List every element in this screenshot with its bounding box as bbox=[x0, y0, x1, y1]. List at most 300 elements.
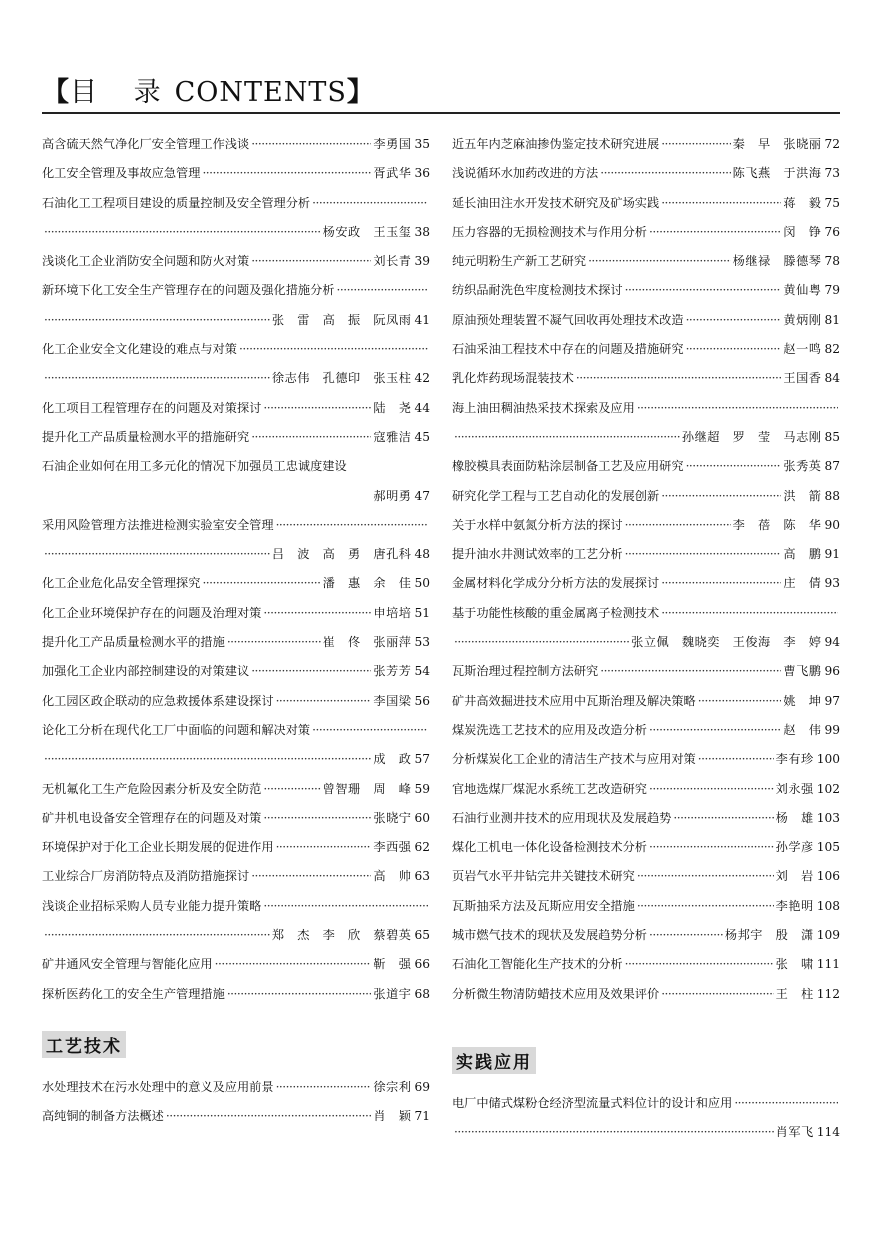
toc-entry-page: 50 bbox=[414, 576, 430, 591]
toc-entry-row bbox=[42, 862, 430, 891]
toc-entry-author: 寇雅洁 bbox=[373, 429, 412, 444]
toc-entry[interactable] bbox=[42, 862, 430, 891]
title-cn: 目 录 bbox=[70, 77, 175, 108]
toc-entry-page: 106 bbox=[816, 869, 840, 884]
toc-entry-page: 53 bbox=[414, 635, 430, 650]
toc-entry-page: 44 bbox=[414, 400, 430, 415]
toc-entry-author: 张立佩 魏晓奕 王俊海 李 婷 bbox=[631, 635, 822, 650]
toc-entry-author: 徐志伟 孔德印 张玉柱 bbox=[271, 371, 412, 386]
toc-entry-author: 成 政 bbox=[373, 752, 412, 767]
toc-entry-page: 59 bbox=[414, 781, 430, 796]
toc-entry-page: 108 bbox=[816, 898, 840, 913]
toc-entry-row bbox=[42, 599, 430, 628]
toc-entry[interactable] bbox=[452, 247, 840, 276]
toc-entry-page: 97 bbox=[824, 693, 840, 708]
toc-entry-title: 化工项目工程管理存在的问题及对策探讨 bbox=[42, 400, 262, 415]
toc-entry-author: 黄炳刚 bbox=[783, 312, 822, 327]
toc-entry-title: 近五年内芝麻油掺伪鉴定技术研究进展 bbox=[452, 137, 660, 151]
toc-entry-author: 蒋 毅 bbox=[783, 195, 822, 210]
toc-entry-row bbox=[452, 247, 840, 276]
toc-entry-row bbox=[42, 804, 430, 833]
toc-entry-page: 42 bbox=[414, 371, 430, 386]
toc-entry-author-row bbox=[42, 364, 430, 393]
toc-entry-row bbox=[452, 892, 840, 921]
toc-entry-page: 56 bbox=[414, 693, 430, 708]
right-column bbox=[452, 130, 840, 1148]
toc-entry-title-row bbox=[452, 1089, 840, 1118]
toc-entry-title: 原油预处理装置不凝气回收再处理技术改造 bbox=[452, 312, 684, 327]
toc-entry-title: 提升油水井测试效率的工艺分析 bbox=[452, 547, 623, 562]
toc-entry-row bbox=[42, 1102, 430, 1131]
dot-leader bbox=[44, 745, 371, 774]
toc-entry-title: 石油采油工程技术中存在的问题及措施研究 bbox=[452, 342, 684, 357]
toc-entry[interactable] bbox=[42, 980, 430, 1009]
toc-entry-row bbox=[452, 540, 840, 569]
toc-entry-title: 高含硫天然气净化厂安全管理工作浅谈 bbox=[42, 137, 250, 151]
toc-entry[interactable] bbox=[42, 452, 430, 511]
toc-entry[interactable] bbox=[452, 569, 840, 598]
toc-entry-row bbox=[452, 335, 840, 364]
toc-entry-author: 赵 伟 bbox=[783, 722, 822, 737]
toc-entry[interactable] bbox=[452, 921, 840, 950]
toc-entry[interactable] bbox=[42, 247, 430, 276]
dot-leader bbox=[661, 569, 781, 598]
toc-entry-title: 浅说循环水加药改进的方法 bbox=[452, 166, 599, 181]
toc-entry-row bbox=[42, 423, 430, 452]
toc-entry-author: 胥武华 bbox=[373, 166, 412, 181]
toc-entry-title: 探析医药化工的安全生产管理措施 bbox=[42, 986, 225, 1001]
dot-leader bbox=[202, 159, 371, 188]
toc-entry-title: 城市燃气技术的现状及发展趋势分析 bbox=[452, 928, 647, 943]
toc-entry-page: 35 bbox=[414, 137, 430, 151]
dot-leader bbox=[166, 1102, 372, 1131]
toc-entry[interactable] bbox=[42, 130, 430, 159]
toc-entry-page: 69 bbox=[414, 1079, 430, 1094]
toc-entry-title: 纯元明粉生产新工艺研究 bbox=[452, 254, 587, 269]
dot-leader bbox=[698, 745, 774, 774]
dot-leader bbox=[649, 775, 774, 804]
toc-entry-author: 王 柱 bbox=[775, 986, 814, 1001]
toc-entry-page: 54 bbox=[414, 664, 430, 679]
dot-leader bbox=[625, 540, 782, 569]
toc-entry-page: 72 bbox=[824, 137, 840, 151]
toc-entry-author: 李 蓓 陈 华 bbox=[732, 517, 822, 532]
dot-leader bbox=[454, 628, 629, 657]
toc-entry[interactable] bbox=[452, 364, 840, 393]
toc-entry-author: 曹飞鹏 bbox=[783, 664, 822, 679]
dot-leader bbox=[454, 1118, 774, 1147]
toc-entry-title: 关于水样中氨氮分析方法的探讨 bbox=[452, 517, 623, 532]
toc-entry-title: 新环境下化工安全生产管理存在的问题及强化措施分析 bbox=[42, 283, 335, 298]
toc-entry-author: 崔 佟 张丽萍 bbox=[322, 635, 412, 650]
toc-entry-title: 化工安全管理及事故应急管理 bbox=[42, 166, 201, 181]
toc-entry-author: 杨安政 王玉玺 bbox=[322, 224, 412, 239]
toc-entry-page: 57 bbox=[414, 752, 430, 767]
toc-entry-author-row bbox=[452, 628, 840, 657]
toc-entry-row bbox=[452, 980, 840, 1009]
dot-leader bbox=[600, 657, 781, 686]
dot-leader bbox=[263, 599, 371, 628]
dot-leader bbox=[673, 804, 773, 833]
dot-leader bbox=[734, 1089, 838, 1118]
toc-entry-title: 矿井机电设备安全管理存在的问题及对策 bbox=[42, 810, 262, 825]
toc-entry-author: 赵一鸣 bbox=[783, 342, 822, 357]
toc-entry-title: 石油化工工程项目建设的质量控制及安全管理分析 bbox=[42, 195, 311, 210]
toc-entry[interactable] bbox=[452, 335, 840, 364]
title-en: CONTENTS bbox=[174, 77, 347, 108]
toc-entry-page: 71 bbox=[414, 1109, 430, 1124]
dot-leader bbox=[202, 569, 320, 598]
toc-list-practice-application bbox=[452, 1089, 840, 1148]
toc-entry-page: 103 bbox=[816, 810, 840, 825]
toc-entry-title: 延长油田注水开发技术研究及矿场实践 bbox=[452, 195, 660, 210]
dot-leader bbox=[661, 189, 781, 218]
toc-entry-row bbox=[452, 745, 840, 774]
toc-entry-page: 111 bbox=[816, 957, 840, 972]
dot-leader bbox=[44, 306, 270, 335]
toc-entry-page: 99 bbox=[824, 722, 840, 737]
contents-header bbox=[42, 66, 840, 114]
toc-entry-page: 41 bbox=[414, 312, 430, 327]
toc-entry-title: 环境保护对于化工企业长期发展的促进作用 bbox=[42, 840, 274, 855]
toc-entry[interactable] bbox=[42, 1102, 430, 1131]
toc-list-process-technology bbox=[42, 1073, 430, 1132]
toc-entry[interactable] bbox=[42, 599, 430, 628]
dot-leader bbox=[661, 130, 730, 159]
toc-entry-row bbox=[452, 775, 840, 804]
dot-leader bbox=[251, 423, 371, 452]
dot-leader bbox=[649, 716, 781, 745]
toc-entry[interactable] bbox=[452, 1089, 840, 1148]
toc-entry-title: 矿井高效掘进技术应用中瓦斯治理及解决策略 bbox=[452, 693, 696, 708]
toc-entry-author: 吕 波 高 勇 唐孔科 bbox=[271, 547, 412, 562]
toc-entry[interactable] bbox=[42, 423, 430, 452]
dot-leader bbox=[263, 394, 371, 423]
spacer bbox=[42, 482, 373, 511]
toc-entry-author: 秦 早 张晓丽 bbox=[732, 137, 822, 151]
dot-leader bbox=[637, 394, 838, 423]
toc-entry[interactable] bbox=[42, 950, 430, 979]
dot-leader bbox=[276, 833, 372, 862]
toc-entry-title: 工业综合厂房消防特点及消防措施探讨 bbox=[42, 869, 250, 884]
toc-entry-title-row bbox=[452, 599, 840, 628]
toc-entry[interactable] bbox=[42, 804, 430, 833]
toc-entry[interactable] bbox=[42, 569, 430, 598]
toc-entry-page: 36 bbox=[414, 166, 430, 181]
toc-entry-page: 63 bbox=[414, 869, 430, 884]
toc-entry-page: 76 bbox=[824, 224, 840, 239]
toc-entry-author: 郑 杰 李 欣 蔡碧英 bbox=[271, 928, 412, 943]
toc-list-right bbox=[452, 130, 840, 1009]
toc-entry-page: 93 bbox=[824, 576, 840, 591]
toc-entry-author: 王国香 bbox=[783, 371, 822, 386]
toc-entry[interactable] bbox=[42, 775, 430, 804]
toc-entry-page: 96 bbox=[824, 664, 840, 679]
dot-leader bbox=[588, 247, 731, 276]
toc-entry-page: 91 bbox=[824, 547, 840, 562]
toc-entry-author: 洪 箭 bbox=[783, 488, 822, 503]
toc-entry[interactable] bbox=[452, 716, 840, 745]
toc-entry-row bbox=[452, 716, 840, 745]
toc-entry-author: 张晓宁 bbox=[373, 810, 412, 825]
toc-entry[interactable] bbox=[42, 511, 430, 570]
dot-leader bbox=[576, 364, 782, 393]
toc-entry[interactable] bbox=[452, 511, 840, 540]
toc-entry-author: 姚 坤 bbox=[783, 693, 822, 708]
toc-entry-title: 海上油田稠油热采技术探索及应用 bbox=[452, 400, 635, 415]
toc-entry[interactable] bbox=[42, 833, 430, 862]
toc-entry-row bbox=[42, 687, 430, 716]
dot-leader bbox=[251, 657, 371, 686]
toc-entry[interactable] bbox=[42, 628, 430, 657]
dot-leader bbox=[215, 950, 372, 979]
toc-entry-author: 张芳芳 bbox=[373, 664, 412, 679]
toc-entry[interactable] bbox=[452, 804, 840, 833]
toc-entry-author: 闵 铮 bbox=[783, 224, 822, 239]
toc-entry-page: 51 bbox=[414, 605, 430, 620]
left-column bbox=[42, 130, 430, 1132]
toc-entry-row bbox=[42, 1073, 430, 1102]
toc-entry[interactable] bbox=[42, 687, 430, 716]
dot-leader bbox=[227, 628, 321, 657]
toc-entry-page: 75 bbox=[824, 195, 840, 210]
page-title bbox=[42, 70, 375, 109]
toc-entry-title: 矿井通风安全管理与智能化应用 bbox=[42, 957, 213, 972]
toc-entry-author: 申培培 bbox=[373, 605, 412, 620]
toc-entry-page: 45 bbox=[414, 429, 430, 444]
dot-leader bbox=[276, 687, 372, 716]
toc-entry-author-row bbox=[42, 745, 430, 774]
toc-entry[interactable] bbox=[452, 599, 840, 658]
toc-entry-title: 论化工分析在现代化工厂中面临的问题和解决对策 bbox=[42, 722, 311, 737]
toc-entry-title: 提升化工产品质量检测水平的措施研究 bbox=[42, 429, 250, 444]
toc-entry-page: 65 bbox=[414, 928, 430, 943]
dot-leader bbox=[276, 511, 428, 540]
toc-entry-title: 官地选煤厂煤泥水系统工艺改造研究 bbox=[452, 781, 647, 796]
dot-leader bbox=[698, 687, 782, 716]
toc-entry-author: 靳 强 bbox=[373, 957, 412, 972]
toc-entry-title: 瓦斯抽采方法及瓦斯应用安全措施 bbox=[452, 898, 635, 913]
toc-entry[interactable] bbox=[42, 276, 430, 335]
toc-entry-author: 陈飞燕 于洪海 bbox=[732, 166, 822, 181]
toc-entry-page: 84 bbox=[824, 371, 840, 386]
toc-entry-page: 82 bbox=[824, 342, 840, 357]
toc-entry[interactable] bbox=[42, 159, 430, 188]
toc-entry-row bbox=[42, 657, 430, 686]
toc-entry-title: 基于功能性核酸的重金属离子检测技术 bbox=[452, 605, 660, 620]
toc-entry-row bbox=[452, 950, 840, 979]
toc-entry-title: 浅谈企业招标采购人员专业能力提升策略 bbox=[42, 898, 262, 913]
toc-entry[interactable] bbox=[452, 306, 840, 335]
section-heading-practice-application: 实践应用 bbox=[452, 1047, 536, 1074]
toc-entry[interactable] bbox=[452, 482, 840, 511]
dot-leader bbox=[600, 159, 730, 188]
toc-entry-author-row bbox=[452, 423, 840, 452]
toc-entry[interactable] bbox=[452, 775, 840, 804]
toc-entry-row bbox=[452, 687, 840, 716]
dot-leader bbox=[44, 540, 270, 569]
toc-entry-row bbox=[42, 159, 430, 188]
toc-entry-author: 刘长青 bbox=[373, 254, 412, 269]
dot-leader bbox=[263, 892, 428, 921]
toc-entry-page: 94 bbox=[824, 635, 840, 650]
toc-entry-author: 孙继超 罗 莹 马志刚 bbox=[681, 429, 822, 444]
toc-entry-title: 金属材料化学成分分析方法的发展探讨 bbox=[452, 576, 660, 591]
dot-leader bbox=[661, 482, 781, 511]
toc-entry[interactable] bbox=[452, 745, 840, 774]
toc-entry-title: 研究化学工程与工艺自动化的发展创新 bbox=[452, 488, 660, 503]
toc-entry[interactable] bbox=[452, 540, 840, 569]
toc-entry-row bbox=[42, 130, 430, 159]
dot-leader bbox=[686, 335, 782, 364]
toc-entry-page: 66 bbox=[414, 957, 430, 972]
toc-entry-row bbox=[452, 511, 840, 540]
toc-entry[interactable] bbox=[452, 950, 840, 979]
toc-entry[interactable] bbox=[42, 716, 430, 775]
toc-entry-page: 47 bbox=[414, 488, 430, 503]
toc-entry-row bbox=[452, 159, 840, 188]
toc-entry-page: 87 bbox=[824, 459, 840, 474]
toc-entry-title: 分析微生物清防蜡技术应用及效果评价 bbox=[452, 986, 660, 1001]
toc-entry-title: 化工企业安全文化建设的难点与对策 bbox=[42, 342, 237, 357]
toc-entry-author: 杨继禄 滕德琴 bbox=[732, 254, 822, 269]
toc-entry[interactable] bbox=[42, 1073, 430, 1102]
toc-entry[interactable] bbox=[42, 657, 430, 686]
toc-entry-title: 橡胶模具表面防粘涂层制备工艺及应用研究 bbox=[452, 459, 684, 474]
toc-entry-author: 李艳明 bbox=[775, 898, 814, 913]
toc-entry-title: 乳化炸药现场混装技术 bbox=[452, 371, 574, 386]
toc-entry-author: 刘永强 bbox=[775, 781, 814, 796]
toc-entry[interactable] bbox=[452, 687, 840, 716]
toc-entry-author-row bbox=[42, 482, 430, 511]
toc-entry-row bbox=[42, 247, 430, 276]
toc-entry[interactable] bbox=[452, 189, 840, 218]
toc-entry-author: 庄 倩 bbox=[783, 576, 822, 591]
toc-entry[interactable] bbox=[452, 980, 840, 1009]
toc-entry-author: 徐宗利 bbox=[373, 1079, 412, 1094]
toc-entry-title: 高纯铜的制备方法概述 bbox=[42, 1109, 164, 1124]
toc-entry-author: 潘 惠 余 佳 bbox=[322, 576, 412, 591]
toc-entry-row bbox=[452, 804, 840, 833]
toc-entry[interactable] bbox=[452, 452, 840, 481]
toc-entry-page: 85 bbox=[824, 429, 840, 444]
toc-entry-author: 张秀英 bbox=[783, 459, 822, 474]
section-heading-process-technology: 工艺技术 bbox=[42, 1031, 126, 1058]
toc-entry-page: 78 bbox=[824, 254, 840, 269]
dot-leader bbox=[649, 833, 774, 862]
toc-entry-title: 无机氟化工生产危险因素分析及安全防范 bbox=[42, 781, 262, 796]
toc-entry-row bbox=[452, 306, 840, 335]
toc-entry-row bbox=[42, 980, 430, 1009]
toc-entry-title: 化工园区政企联动的应急救援体系建设探讨 bbox=[42, 693, 274, 708]
dot-leader bbox=[649, 218, 781, 247]
dot-leader bbox=[227, 980, 372, 1009]
dot-leader bbox=[625, 511, 731, 540]
toc-entry-title: 纺织品耐洗色牢度检测技术探讨 bbox=[452, 283, 623, 298]
toc-entry-title-row bbox=[42, 716, 430, 745]
dot-leader bbox=[625, 276, 782, 305]
toc-entry-row bbox=[452, 569, 840, 598]
toc-entry-author: 杨邦宇 殷 潇 bbox=[724, 928, 814, 943]
toc-entry-title: 浅谈化工企业消防安全问题和防火对策 bbox=[42, 254, 250, 269]
toc-entry-page: 48 bbox=[414, 547, 430, 562]
toc-entry-title-row bbox=[42, 189, 430, 218]
toc-entry-row bbox=[42, 569, 430, 598]
toc-entry-row bbox=[42, 628, 430, 657]
toc-entry-row bbox=[452, 130, 840, 159]
toc-entry-title: 压力容器的无损检测技术与作用分析 bbox=[452, 224, 647, 239]
toc-entry-row bbox=[452, 452, 840, 481]
dot-leader bbox=[276, 1073, 372, 1102]
toc-entry-author: 张 啸 bbox=[775, 957, 814, 972]
toc-entry-title: 提升化工产品质量检测水平的措施 bbox=[42, 635, 225, 650]
dot-leader bbox=[661, 599, 838, 628]
toc-entry[interactable] bbox=[452, 276, 840, 305]
dot-leader bbox=[337, 276, 429, 305]
toc-entry[interactable] bbox=[452, 657, 840, 686]
toc-entry-author: 高 鹏 bbox=[783, 547, 822, 562]
dot-leader bbox=[454, 423, 680, 452]
dot-leader bbox=[686, 452, 782, 481]
toc-entry-author-row bbox=[42, 921, 430, 950]
toc-entry-author: 李有珍 bbox=[775, 752, 814, 767]
toc-entry[interactable] bbox=[452, 833, 840, 862]
toc-entry-page: 81 bbox=[824, 312, 840, 327]
toc-entry-author: 张 雷 高 振 阮凤雨 bbox=[271, 312, 412, 327]
toc-entry-author: 刘 岩 bbox=[775, 869, 814, 884]
toc-entry-page: 109 bbox=[816, 928, 840, 943]
toc-entry-title: 煤炭洗选工艺技术的应用及改造分析 bbox=[452, 722, 647, 737]
toc-entry-row bbox=[452, 189, 840, 218]
toc-entry-title: 石油化工智能化生产技术的分析 bbox=[452, 957, 623, 972]
dot-leader bbox=[312, 189, 428, 218]
dot-leader bbox=[625, 950, 774, 979]
dot-leader bbox=[44, 921, 270, 950]
toc-entry[interactable] bbox=[452, 218, 840, 247]
toc-entry[interactable] bbox=[452, 394, 840, 453]
toc-entry-author-row bbox=[452, 1118, 840, 1147]
toc-entry-author: 孙学彦 bbox=[775, 840, 814, 855]
toc-entry-row bbox=[42, 950, 430, 979]
toc-entry[interactable] bbox=[452, 159, 840, 188]
toc-entry[interactable] bbox=[42, 189, 430, 248]
dot-leader bbox=[661, 980, 773, 1009]
toc-entry[interactable] bbox=[42, 892, 430, 951]
toc-entry[interactable] bbox=[452, 862, 840, 891]
toc-entry-author: 郝明勇 bbox=[373, 488, 412, 503]
toc-entry-author: 肖 颖 bbox=[373, 1109, 412, 1124]
toc-entry-title-row bbox=[42, 511, 430, 540]
toc-entry[interactable] bbox=[452, 892, 840, 921]
dot-leader bbox=[312, 716, 428, 745]
toc-entry-page: 105 bbox=[816, 840, 840, 855]
toc-entry-row bbox=[452, 921, 840, 950]
toc-entry-page: 90 bbox=[824, 517, 840, 532]
toc-entry-title: 瓦斯治理过程控制方法研究 bbox=[452, 664, 599, 679]
toc-entry[interactable] bbox=[452, 130, 840, 159]
toc-entry-title-row bbox=[42, 452, 430, 481]
dot-leader bbox=[44, 364, 270, 393]
toc-entry-author: 曾智珊 周 峰 bbox=[322, 781, 412, 796]
toc-entry-title-row bbox=[42, 276, 430, 305]
toc-entry[interactable] bbox=[42, 335, 430, 394]
toc-entry[interactable] bbox=[42, 394, 430, 423]
toc-entry-page: 62 bbox=[414, 840, 430, 855]
toc-entry-author: 高 帅 bbox=[373, 869, 412, 884]
toc-entry-title: 分析煤炭化工企业的清洁生产技术与应用对策 bbox=[452, 752, 696, 767]
toc-entry-author-row bbox=[42, 306, 430, 335]
toc-entry-row bbox=[452, 482, 840, 511]
